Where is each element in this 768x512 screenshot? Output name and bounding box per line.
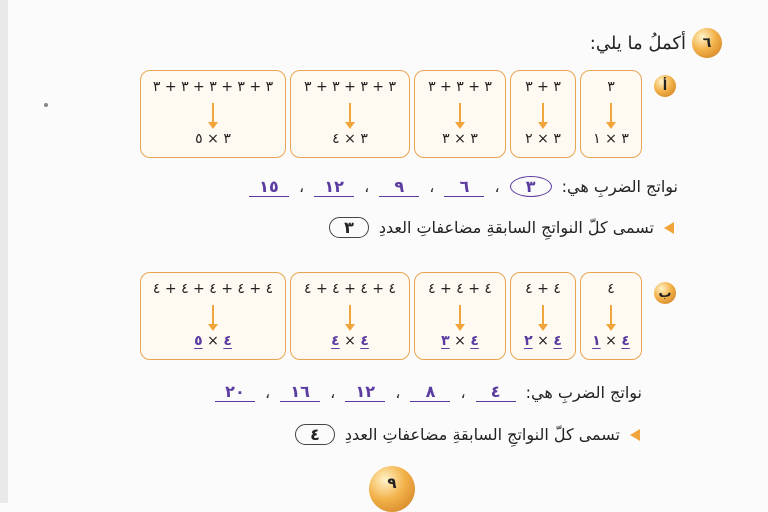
exercise-number-badge: ٦ (692, 28, 722, 58)
section-b-multiples-line (295, 424, 640, 445)
multiplication-expression: ٤ × ١ (592, 333, 630, 349)
repeated-addition: ٣ + ٣ (525, 79, 561, 95)
handwritten-factor: ٤ (553, 333, 562, 349)
box-b-1 (580, 272, 642, 360)
comma: ، (298, 177, 305, 196)
down-arrow-icon (610, 103, 612, 123)
handwritten-factor: ٣ (441, 333, 450, 349)
multiplication-expression: ٤ × ٤ (331, 333, 369, 349)
multiples-answer: ٣ (329, 217, 369, 238)
repeated-addition: ٤ + ٤ (525, 281, 561, 297)
section-a-label: أ (654, 75, 676, 97)
repeated-addition: ٣ + ٣ + ٣ + ٣ + ٣ (152, 79, 274, 95)
product-blank: ٣ (510, 176, 552, 197)
speck (44, 103, 48, 107)
box-b-2 (510, 272, 576, 360)
down-arrow-icon (212, 305, 214, 325)
page-number-badge: ٩ (369, 466, 415, 512)
handwritten-factor: ٤ (223, 333, 232, 349)
box-a-3 (414, 70, 506, 158)
repeated-addition: ٤ + ٤ + ٤ + ٤ (303, 281, 397, 297)
product-blank: ٢٠ (215, 382, 255, 402)
repeated-addition: ٤ + ٤ + ٤ + ٤ + ٤ (152, 281, 274, 297)
handwritten-factor: ٤ (331, 333, 340, 349)
pointer-triangle-icon (630, 429, 640, 441)
box-a-1 (580, 70, 642, 158)
down-arrow-icon (459, 305, 461, 325)
multiplication-expression: ٣ × ٤ (332, 131, 368, 147)
box-a-2 (510, 70, 576, 158)
repeated-addition: ٣ + ٣ + ٣ (428, 79, 492, 95)
handwritten-factor: ٥ (194, 333, 203, 349)
multiplication-expression: ٣ × ١ (593, 131, 629, 147)
box-b-4 (290, 272, 410, 360)
down-arrow-icon (459, 103, 461, 123)
box-a-4 (290, 70, 410, 158)
comma: ، (494, 177, 500, 196)
repeated-addition: ٣ + ٣ + ٣ + ٣ (303, 79, 397, 95)
product-blank: ٩ (379, 177, 419, 197)
box-a-5 (140, 70, 286, 158)
multiplication-expression: ٤ × ٢ (524, 333, 562, 349)
page-edge-shadow (0, 0, 8, 503)
product-blank: ٨ (410, 382, 450, 402)
multiples-answer: ٤ (295, 424, 335, 445)
comma: ، (264, 382, 271, 402)
down-arrow-icon (212, 103, 214, 123)
handwritten-factor: ٤ (360, 333, 369, 349)
products-label: نواتج الضربِ هي: (525, 382, 642, 402)
exercise-instruction: أكملُ ما يلي: (589, 32, 686, 54)
handwritten-factor: ٤ (621, 333, 630, 349)
section-b-label: ب (654, 282, 676, 304)
multiples-sentence: تسمى كلّ النواتجِ السابقةِ مضاعفاتِ العددِ (378, 218, 654, 237)
repeated-addition: ٤ + ٤ + ٤ (428, 281, 492, 297)
section-b-products-line (215, 382, 642, 402)
comma: ، (330, 382, 336, 402)
multiplication-expression: ٤ × ٥ (194, 333, 232, 349)
pointer-triangle-icon (664, 222, 674, 234)
multiples-sentence: تسمى كلّ النواتجِ السابقةِ مضاعفاتِ العددِ (344, 425, 620, 444)
comma: ، (429, 177, 435, 196)
exercise-title (590, 28, 722, 58)
box-b-3 (414, 272, 506, 360)
multiplication-expression: ٤ × ٣ (441, 333, 479, 349)
comma: ، (364, 177, 370, 196)
product-blank: ١٢ (345, 382, 385, 402)
products-label: نواتج الضربِ هي: (561, 177, 678, 196)
product-blank: ١٦ (280, 382, 320, 402)
section-a-multiples-line (329, 217, 674, 238)
down-arrow-icon (349, 103, 351, 123)
down-arrow-icon (610, 305, 612, 325)
box-b-5 (140, 272, 286, 360)
handwritten-factor: ٢ (524, 333, 533, 349)
product-blank: ٦ (444, 177, 484, 197)
multiplication-expression: ٣ × ٢ (525, 131, 561, 147)
down-arrow-icon (542, 103, 544, 123)
handwritten-factor: ١ (592, 333, 601, 349)
product-blank: ٤ (476, 382, 516, 402)
comma: ، (395, 382, 401, 402)
down-arrow-icon (349, 305, 351, 325)
section-a-products-line (249, 176, 678, 197)
repeated-addition: ٣ (607, 79, 615, 95)
multiplication-expression: ٣ × ٣ (442, 131, 478, 147)
product-blank: ١٢ (314, 177, 354, 197)
product-blank: ١٥ (249, 177, 289, 197)
handwritten-factor: ٤ (470, 333, 479, 349)
multiplication-expression: ٣ × ٥ (195, 131, 231, 147)
repeated-addition: ٤ (607, 281, 615, 297)
comma: ، (460, 382, 466, 402)
down-arrow-icon (542, 305, 544, 325)
